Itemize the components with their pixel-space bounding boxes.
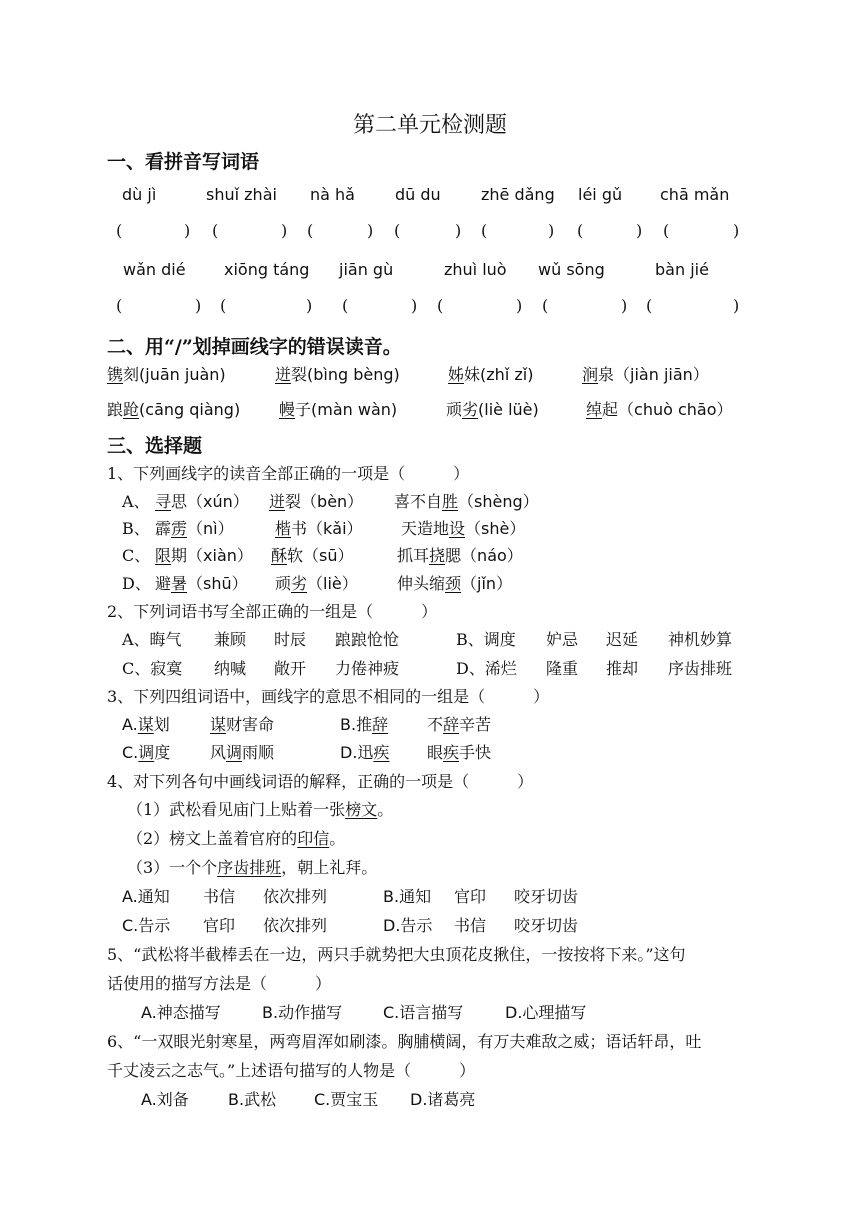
q5-stem-line-2: 话使用的描写方法是（ ） [107, 974, 332, 993]
pinyin: （shè） [465, 519, 526, 538]
char: 眼 [427, 743, 444, 762]
underlined-char: 颈 [445, 574, 462, 593]
option-word-1 [155, 571, 248, 594]
q4-sentence-2 [127, 826, 345, 849]
option-word: 踉踉怆怆 [335, 630, 400, 649]
char: 手快 [459, 743, 492, 762]
pinyin-options: （chuò chāo） [618, 400, 733, 419]
underlined-char: 酥 [271, 546, 288, 565]
option-word: 书信 [454, 916, 487, 935]
pinyin: （sū） [303, 546, 354, 565]
pinyin-item: dù jì [122, 185, 157, 204]
option-label: A、 [122, 492, 150, 511]
char: 霹 [155, 519, 172, 538]
option-word: 神机妙算 [668, 630, 733, 649]
q4-stem: 4、对下列各句中画线词语的解释，正确的一项是（ ） [107, 772, 534, 791]
answer-blank: ) [636, 221, 643, 240]
option-c-word-2 [210, 740, 274, 763]
underlined-char: 挠 [429, 546, 446, 565]
option-word: 纳喊 [214, 659, 247, 678]
option-word: D.告示 [383, 916, 433, 935]
option-a [122, 712, 170, 735]
option-word: C、寂寞 [122, 659, 183, 678]
section2-heading: 二、用“/”划掉画线字的错误读音。 [107, 336, 402, 358]
answer-blank: ) [516, 296, 523, 315]
option-word-3 [401, 516, 525, 539]
option-word-3 [397, 543, 523, 566]
char: 踉 [107, 400, 124, 419]
answer-blank: ) [281, 221, 288, 240]
pinyin-item: léi gǔ [578, 185, 623, 204]
sentence-text: （2）榜文上盖着官府的 [127, 829, 298, 848]
answer-blank: ( [577, 221, 584, 240]
sentence-text: （3）一个个 [127, 858, 218, 877]
char: 起 [602, 400, 619, 419]
underlined-char: 设 [449, 519, 466, 538]
underlined-char: 劣 [462, 400, 479, 419]
sentence-text: （1）武松看见庙门上贴着一张 [127, 800, 346, 819]
pinyin: （nì） [187, 519, 234, 538]
char: 推 [356, 715, 373, 734]
section1-heading: 一、看拼音写词语 [107, 151, 260, 173]
option-b-word-2 [427, 712, 491, 735]
char: 避 [155, 574, 172, 593]
char: 顽 [446, 400, 463, 419]
q6-stem-line-1: 6、“一双眼光射寒星，两弯眉浑如刷漆。胸脯横阔，有万夫难敌之威；语话轩昂，吐 [107, 1032, 702, 1051]
pinyin-options: (cāng qiàng) [139, 400, 241, 419]
underlined-word: 印信 [297, 829, 330, 848]
q2-stem: 2、下列词语书写全部正确的一组是（ ） [107, 602, 438, 621]
char: 软 [287, 546, 304, 565]
underlined-char: 姊 [448, 365, 465, 384]
char: 书 [291, 519, 308, 538]
option-word: 依次排列 [263, 916, 328, 935]
option-word-3 [397, 571, 512, 594]
answer-blank: ( [116, 221, 123, 240]
pinyin-options: (màn wàn) [311, 400, 398, 419]
option-word-1 [155, 516, 234, 539]
reading-item [275, 362, 400, 385]
reading-item [107, 397, 240, 420]
underlined-word: 榜文 [345, 800, 378, 819]
option-word: 序齿排班 [668, 659, 733, 678]
char: 期 [171, 546, 188, 565]
answer-blank: ( [646, 296, 653, 315]
answer-blank: ( [342, 296, 349, 315]
sentence-text: ，朝上礼拜。 [281, 858, 378, 877]
sentence-text: 。 [377, 800, 394, 819]
option-word: D.心理描写 [505, 1003, 587, 1022]
option-word: B.通知 [383, 887, 432, 906]
pinyin: （jǐn） [461, 574, 513, 593]
char: 裂 [285, 492, 302, 511]
option-c [122, 740, 170, 763]
page-title: 第二单元检测题 [352, 113, 507, 138]
pinyin: （bèn） [301, 492, 364, 511]
char: 雨顺 [242, 743, 275, 762]
char: 腮 [445, 546, 462, 565]
reading-item [279, 397, 397, 420]
char: 度 [154, 743, 171, 762]
option-label: D、 [122, 574, 151, 593]
reading-item [446, 397, 539, 420]
char: 泉 [598, 365, 615, 384]
pinyin: （xiàn） [187, 546, 253, 565]
option-word: B.武松 [228, 1090, 277, 1109]
char: 刻 [123, 365, 140, 384]
answer-blank: ) [411, 296, 418, 315]
q5-stem-line-1: 5、“武松将半截棒丢在一边，两只手就势把大虫顶花皮揪住，一按按将下来。”这句 [107, 945, 686, 964]
underlined-char: 迸 [269, 492, 286, 511]
char: 不 [427, 715, 444, 734]
answer-blank: ( [481, 221, 488, 240]
option-word: 迟延 [606, 630, 639, 649]
char: 划 [153, 715, 170, 734]
pinyin-options: (bìng bèng) [307, 365, 400, 384]
underlined-char: 调 [138, 743, 155, 762]
option-b [340, 712, 388, 735]
answer-blank: ( [116, 296, 123, 315]
answer-blank: ) [455, 221, 462, 240]
option-d [340, 740, 389, 763]
answer-blank: ) [306, 296, 313, 315]
pinyin-options: (juān juàn) [139, 365, 226, 384]
pinyin: （shèng） [458, 492, 539, 511]
char: 天造地 [401, 519, 450, 538]
pinyin-item: chā mǎn [660, 185, 730, 204]
underlined-char: 谋 [137, 715, 154, 734]
answer-blank: ( [663, 221, 670, 240]
option-word: B、调度 [456, 630, 516, 649]
q4-sentence-1 [127, 797, 393, 820]
option-word-2 [271, 543, 354, 566]
answer-blank: ) [733, 296, 740, 315]
q6-stem-line-2: 千丈凌云之志气。”上述语句描写的人物是（ ） [107, 1061, 476, 1080]
underlined-char: 楷 [275, 519, 292, 538]
answer-blank: ( [220, 296, 227, 315]
q4-sentence-3 [127, 855, 377, 878]
option-word-3 [394, 489, 539, 512]
underlined-word: 序齿排班 [217, 858, 282, 877]
underlined-char: 谋 [210, 715, 227, 734]
option-word: 依次排列 [263, 887, 328, 906]
answer-blank: ( [542, 296, 549, 315]
underlined-char: 劣 [291, 574, 308, 593]
option-word: C.告示 [122, 916, 171, 935]
option-a-word-2 [210, 712, 274, 735]
underlined-char: 暑 [171, 574, 188, 593]
char: 伸头缩 [397, 574, 446, 593]
underlined-char: 胜 [442, 492, 459, 511]
char: 顽 [275, 574, 292, 593]
pinyin-options: (zhǐ zǐ) [480, 365, 534, 384]
option-word: 官印 [203, 916, 236, 935]
char: 喜不自 [394, 492, 443, 511]
option-word: A.通知 [122, 887, 170, 906]
char: 妹 [464, 365, 481, 384]
pinyin: （kǎi） [307, 519, 363, 538]
pinyin: （náo） [461, 546, 523, 565]
pinyin: （shū） [187, 574, 248, 593]
option-word-1 [155, 489, 249, 512]
underlined-char: 疾 [443, 743, 460, 762]
pinyin: （liè） [307, 574, 358, 593]
answer-blank: ) [184, 221, 191, 240]
char: 抓耳 [397, 546, 430, 565]
q3-stem: 3、下列四组词语中，画线字的意思不相同的一组是（ ） [107, 687, 550, 706]
char: 思 [171, 492, 188, 511]
underlined-char: 辞 [372, 715, 389, 734]
option-word: 咬牙切齿 [514, 887, 579, 906]
option-word: C.贾宝玉 [314, 1090, 379, 1109]
char: 财害命 [226, 715, 275, 734]
pinyin-item: jiān gù [339, 260, 394, 279]
option-word: 隆重 [546, 659, 579, 678]
option-word: 敞开 [274, 659, 307, 678]
underlined-char: 绰 [586, 400, 603, 419]
reading-item [582, 362, 709, 385]
option-word: B.动作描写 [262, 1003, 343, 1022]
pinyin: （xún） [187, 492, 249, 511]
sentence-text: 。 [329, 829, 346, 848]
underlined-char: 寻 [155, 492, 172, 511]
option-word: 妒忌 [546, 630, 579, 649]
answer-blank: ( [394, 221, 401, 240]
answer-blank: ( [437, 296, 444, 315]
option-word: 咬牙切齿 [514, 916, 579, 935]
pinyin-item: bàn jié [655, 260, 709, 279]
option-word: 推却 [606, 659, 639, 678]
answer-blank: ( [212, 221, 219, 240]
underlined-char: 迸 [275, 365, 292, 384]
reading-item [586, 397, 733, 420]
option-d-word-2 [427, 740, 491, 763]
option-word: A.神态描写 [141, 1003, 221, 1022]
option-word: 兼顾 [214, 630, 247, 649]
underlined-char: 幔 [279, 400, 296, 419]
option-word: D.诸葛亮 [410, 1090, 476, 1109]
option-label: B. [340, 715, 357, 734]
answer-blank: ) [367, 221, 374, 240]
underlined-char: 雳 [171, 519, 188, 538]
pinyin-item: dū du [395, 185, 441, 204]
option-label: A. [122, 715, 138, 734]
underlined-char: 限 [155, 546, 172, 565]
option-word: C.语言描写 [383, 1003, 464, 1022]
answer-blank: ) [548, 221, 555, 240]
pinyin-item: nà hǎ [310, 185, 355, 204]
answer-blank: ( [307, 221, 314, 240]
answer-blank: ) [621, 296, 628, 315]
section3-heading: 三、选择题 [107, 435, 203, 457]
option-word-2 [275, 516, 363, 539]
char: 子 [295, 400, 312, 419]
q1-stem: 1、下列画线字的读音全部正确的一项是（ ） [107, 464, 470, 483]
pinyin-item: zhuì luò [444, 260, 507, 279]
option-word: 力倦神疲 [335, 659, 400, 678]
option-word: 书信 [203, 887, 236, 906]
reading-item [448, 362, 533, 385]
answer-blank: ) [733, 221, 740, 240]
underlined-char: 跄 [123, 400, 140, 419]
char: 迅 [357, 743, 374, 762]
char: 裂 [291, 365, 308, 384]
option-label: C. [122, 743, 139, 762]
option-word: D、浠烂 [456, 659, 517, 678]
underlined-char: 涧 [582, 365, 599, 384]
option-word: A.刘备 [141, 1090, 189, 1109]
pinyin-item: shuǐ zhài [206, 185, 277, 204]
reading-item [107, 362, 226, 385]
option-word: 时辰 [274, 630, 307, 649]
pinyin-item: wǔ sōng [538, 260, 605, 279]
underlined-char: 疾 [373, 743, 390, 762]
pinyin-item: zhē dǎng [481, 185, 555, 204]
option-word: A、晦气 [122, 630, 182, 649]
option-word-2 [275, 571, 358, 594]
option-word-2 [269, 489, 363, 512]
pinyin-options: （jiàn jiān） [614, 365, 709, 384]
pinyin-item: xiōng táng [224, 260, 310, 279]
option-label: C、 [122, 546, 151, 565]
option-label: D. [340, 743, 358, 762]
underlined-char: 调 [226, 743, 243, 762]
underlined-char: 镌 [107, 365, 124, 384]
char: 辛苦 [459, 715, 492, 734]
option-word: 官印 [454, 887, 487, 906]
char: 风 [210, 743, 227, 762]
option-label: B、 [122, 519, 150, 538]
option-word-1 [155, 543, 253, 566]
answer-blank: ) [195, 296, 202, 315]
pinyin-item: wǎn dié [123, 260, 186, 279]
underlined-char: 辞 [443, 715, 460, 734]
pinyin-options: (liè lüè) [478, 400, 539, 419]
